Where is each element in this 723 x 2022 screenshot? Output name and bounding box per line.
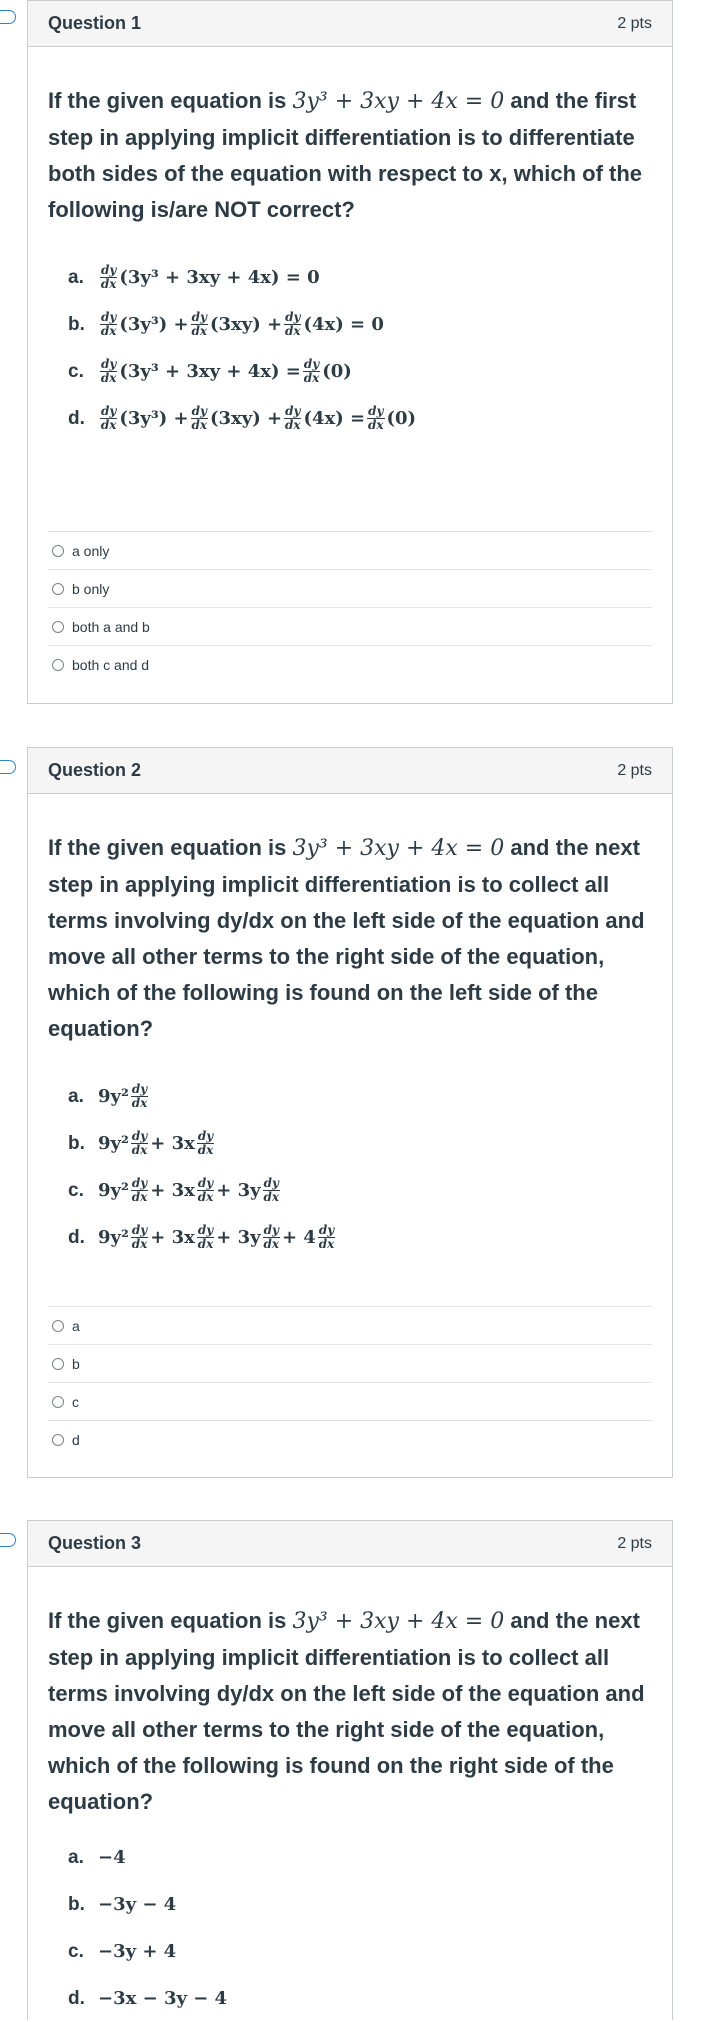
option-list	[68, 1073, 672, 1261]
math-text: −3y + 4	[98, 1941, 177, 1962]
radio-button[interactable]	[52, 1358, 64, 1370]
option-letter: c.	[68, 1179, 84, 1201]
option-math	[98, 311, 384, 338]
option-expression	[68, 348, 672, 395]
math-text: 9y²	[98, 1133, 129, 1154]
math-text: + 4	[281, 1227, 316, 1248]
answer-label: c	[72, 1393, 79, 1410]
option-math	[98, 1847, 126, 1868]
option-letter: a.	[68, 266, 84, 288]
question-header	[28, 1521, 672, 1567]
derivative-fraction: $\frac{dy}{dx}$	[263, 1176, 280, 1204]
math-text: 9y²	[98, 1180, 129, 1201]
answer-label: d	[72, 1431, 80, 1448]
derivative-fraction: $\frac{dy}{dx}$	[100, 310, 117, 338]
math-text: + 3x	[150, 1227, 195, 1248]
radio-button[interactable]	[52, 621, 64, 633]
option-list	[68, 254, 672, 442]
question-card-1	[27, 0, 673, 704]
option-letter: c.	[68, 360, 84, 382]
math-text: 9y²	[98, 1086, 129, 1107]
option-letter: d.	[68, 407, 85, 429]
derivative-fraction: $\frac{dy}{dx}$	[191, 310, 208, 338]
option-expression	[68, 1167, 672, 1214]
derivative-fraction: $\frac{dy}{dx}$	[100, 404, 117, 432]
option-list	[68, 1834, 672, 2022]
math-text: −4	[98, 1847, 126, 1868]
derivative-fraction: $\frac{dy}{dx}$	[368, 404, 384, 432]
option-expression	[68, 1834, 672, 1881]
question-flag-icon[interactable]	[0, 10, 16, 24]
math-text: 9y²	[98, 1227, 129, 1248]
radio-button[interactable]	[52, 1434, 64, 1446]
answer-option[interactable]	[48, 1306, 652, 1344]
math-text: −3x − 3y − 4	[98, 1988, 228, 2009]
math-text: + 3x	[150, 1133, 195, 1154]
derivative-fraction: $\frac{dy}{dx}$	[131, 1082, 148, 1110]
math-text: (3xy) +	[210, 408, 283, 429]
question-title: Question 2	[48, 760, 142, 780]
question-card-3	[27, 1520, 673, 2020]
option-math	[98, 405, 416, 432]
option-expression	[68, 395, 672, 442]
option-letter: b.	[68, 1132, 85, 1154]
radio-button[interactable]	[52, 545, 64, 557]
option-letter: d.	[68, 1987, 85, 2009]
derivative-fraction: $\frac{dy}{dx}$	[263, 1223, 280, 1251]
answer-label: a	[72, 1317, 80, 1334]
option-math	[98, 1941, 176, 1962]
question-text: If the given equation is 3y³ + 3xy + 4x = 0 and the first step in applying implicit differentiation is to differentiate both sides of the equation with respect to x, which of the following is/are NOT correct?	[48, 88, 643, 222]
answer-option[interactable]	[48, 569, 652, 607]
answer-list	[48, 1306, 652, 1458]
equation: 3y³ + 3xy + 4x = 0	[292, 836, 505, 861]
math-text: −3y − 4	[98, 1894, 177, 1915]
question-text: If the given equation is 3y³ + 3xy + 4x = 0 and the next step in applying implicit differentiation is to collect all terms involving dy/dx on the left side of the equation and move all other terms to the right side of the equation, which of the following is found on the right side of the equation?	[48, 1608, 645, 1814]
answer-label: b	[72, 1355, 80, 1372]
derivative-fraction: $\frac{dy}{dx}$	[100, 357, 117, 385]
answer-option[interactable]	[48, 1344, 652, 1382]
derivative-fraction: $\frac{dy}{dx}$	[303, 357, 320, 385]
math-text: (0)	[386, 408, 417, 429]
equation: 3y³ + 3xy + 4x = 0	[292, 1609, 505, 1634]
answer-option[interactable]	[48, 645, 652, 683]
option-expression	[68, 1881, 672, 1928]
question-header	[28, 748, 672, 794]
question-title: Question 3	[48, 1533, 142, 1553]
answer-label: both a and b	[72, 618, 150, 635]
option-letter: c.	[68, 1940, 84, 1962]
math-text: + 3x	[150, 1180, 195, 1201]
question-points: 2 pts	[617, 761, 652, 779]
question-points: 2 pts	[617, 1534, 652, 1552]
answer-label: both c and d	[72, 656, 150, 673]
derivative-fraction: $\frac{dy}{dx}$	[131, 1223, 148, 1251]
radio-button[interactable]	[52, 1396, 64, 1408]
option-expression	[68, 1975, 672, 2022]
option-expression	[68, 1928, 672, 1975]
answer-option[interactable]	[48, 607, 652, 645]
option-math	[98, 1083, 150, 1110]
option-expression	[68, 1214, 672, 1261]
question-title: Question 1	[48, 13, 142, 33]
derivative-fraction: $\frac{dy}{dx}$	[197, 1129, 214, 1157]
math-text: (4x) = 0	[303, 314, 384, 335]
derivative-fraction: $\frac{dy}{dx}$	[131, 1176, 148, 1204]
question-text: If the given equation is 3y³ + 3xy + 4x = 0 and the next step in applying implicit differentiation is to collect all terms involving dy/dx on the left side of the equation and move all other terms to the right side of the equation, which of the following is found on the left side of the equation?	[48, 835, 645, 1041]
radio-button[interactable]	[52, 659, 64, 671]
answer-label: a only	[72, 542, 110, 559]
answer-option[interactable]	[48, 531, 652, 569]
derivative-fraction: $\frac{dy}{dx}$	[100, 263, 117, 291]
math-text: (4x) =	[303, 408, 366, 429]
option-math	[98, 1130, 216, 1157]
derivative-fraction: $\frac{dy}{dx}$	[197, 1223, 214, 1251]
option-letter: a.	[68, 1846, 84, 1868]
question-flag-icon[interactable]	[0, 760, 16, 774]
derivative-fraction: $\frac{dy}{dx}$	[318, 1223, 335, 1251]
derivative-fraction: $\frac{dy}{dx}$	[131, 1129, 148, 1157]
radio-button[interactable]	[52, 583, 64, 595]
derivative-fraction: $\frac{dy}{dx}$	[191, 404, 208, 432]
derivative-fraction: $\frac{dy}{dx}$	[197, 1176, 214, 1204]
answer-label: b only	[72, 580, 110, 597]
option-expression	[68, 1120, 672, 1167]
question-flag-icon[interactable]	[0, 1533, 16, 1547]
option-math	[98, 358, 352, 385]
answer-list	[48, 531, 652, 683]
option-letter: b.	[68, 313, 85, 335]
math-text: + 3y	[216, 1180, 261, 1201]
option-letter: b.	[68, 1893, 85, 1915]
question-header	[28, 1, 672, 47]
question-points: 2 pts	[617, 14, 652, 32]
math-text: + 3y	[216, 1227, 261, 1248]
option-expression	[68, 254, 672, 301]
option-math	[98, 1894, 176, 1915]
radio-button[interactable]	[52, 1320, 64, 1332]
derivative-fraction: $\frac{dy}{dx}$	[285, 310, 301, 338]
math-text: (3y³ + 3xy + 4x) = 0	[119, 267, 320, 288]
option-letter: d.	[68, 1226, 85, 1248]
math-text: (3y³) +	[119, 314, 189, 335]
option-letter: a.	[68, 1085, 84, 1107]
question-card-2	[27, 747, 673, 1478]
option-math	[98, 264, 320, 291]
math-text: (3xy) +	[210, 314, 283, 335]
answer-option[interactable]	[48, 1382, 652, 1420]
option-math	[98, 1224, 337, 1251]
equation: 3y³ + 3xy + 4x = 0	[292, 89, 505, 114]
derivative-fraction: $\frac{dy}{dx}$	[285, 404, 301, 432]
answer-option[interactable]	[48, 1420, 652, 1458]
option-expression	[68, 1073, 672, 1120]
option-math	[98, 1988, 227, 2009]
math-text: (0)	[322, 361, 352, 382]
option-expression	[68, 301, 672, 348]
math-text: (3y³) +	[119, 408, 189, 429]
math-text: (3y³ + 3xy + 4x) =	[119, 361, 301, 382]
option-math	[98, 1177, 282, 1204]
